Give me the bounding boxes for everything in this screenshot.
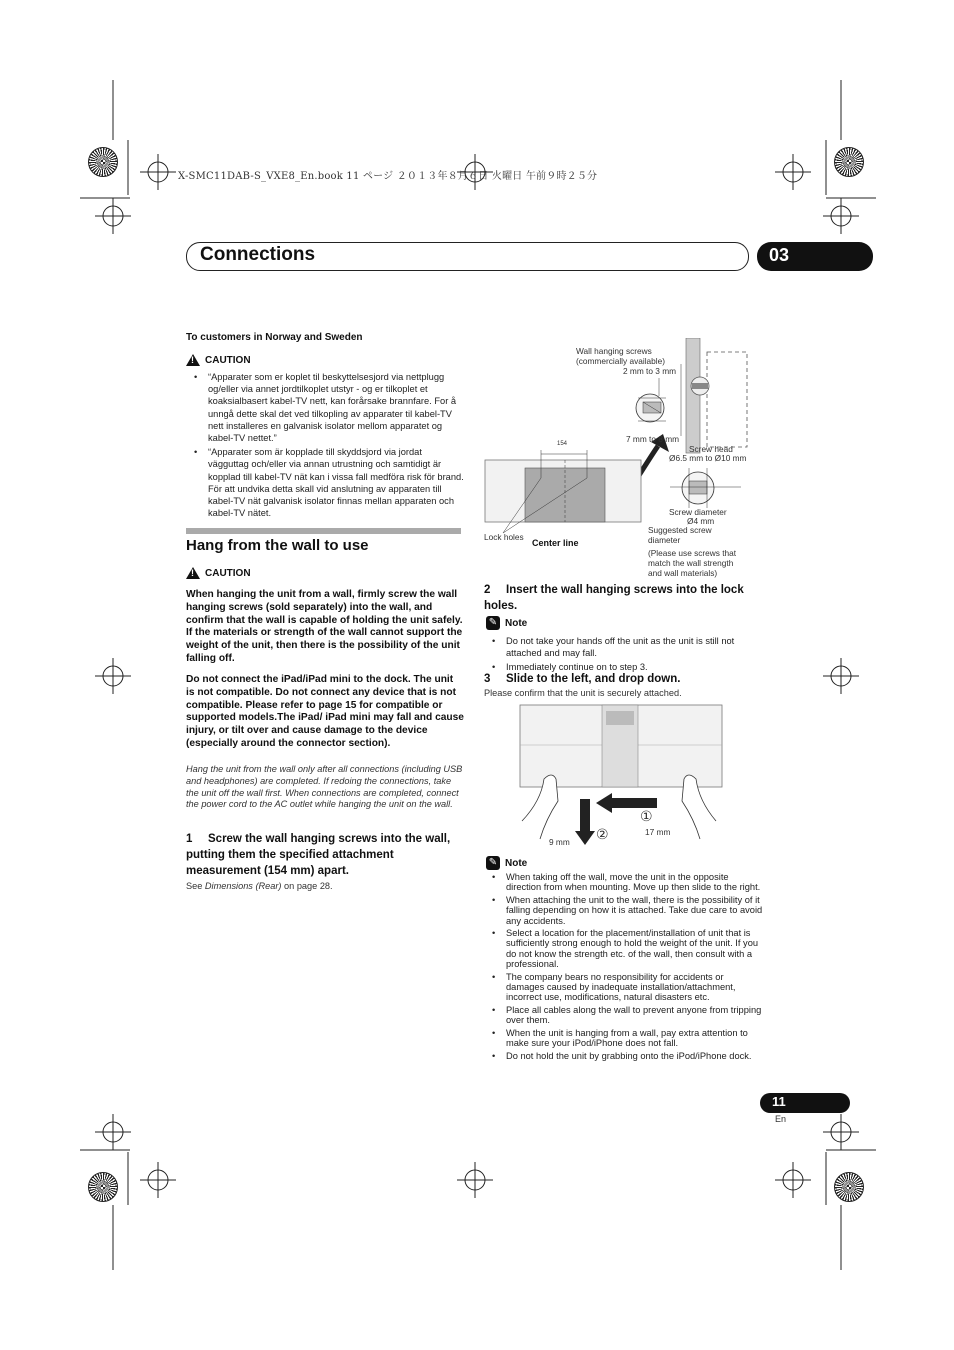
step-text: Insert the wall hanging screws into the lock holes.	[484, 584, 744, 612]
reference-link: Dimensions (Rear)	[204, 881, 282, 891]
step-2	[484, 582, 764, 614]
caution-label: CAUTION	[205, 567, 251, 579]
label-range-2-3: 2 mm to 3 mm	[623, 366, 677, 376]
note-icon: ✎	[486, 856, 500, 870]
label-suggested: diameter	[648, 535, 681, 545]
norway-bullets	[186, 371, 464, 521]
label-screw-diameter: Screw diameter	[669, 507, 727, 517]
section-divider	[186, 528, 461, 534]
step-1	[186, 831, 466, 879]
chapter-number: 03	[757, 242, 873, 271]
list-item: • Do not take your hands off the unit as the unit is still not attached and may fall.	[484, 635, 764, 659]
label-center-line: Center line	[532, 538, 579, 548]
italic-note: Hang the unit from the wall only after all connections (including USB and headphones) are completed. If redoing the connections, take the unit off the wall first. When connections are completed, connect the power cord to the AC outlet while hanging the unit on the wall.	[186, 764, 463, 810]
step-number: 2	[484, 584, 491, 596]
label-lock-holes: Lock holes	[484, 532, 524, 542]
caution-text: When hanging the unit from a wall, firmly screw the wall hanging screws (sold separately) into the wall, and confirm that the wall is capable of holding the unit safely. If the materials or strength of the wall cannot support the weight of the unit, then there is the possibility of the unit falling off.	[186, 589, 463, 664]
step-2-note	[486, 616, 527, 630]
print-header: X-SMC11DAB-S_VXE8_En.book 11 ページ ２０１３年８月６日 火曜日 午前９時２５分	[178, 171, 598, 182]
label-please: match the wall strength	[648, 558, 734, 568]
norway-heading: To customers in Norway and Sweden	[186, 332, 363, 343]
label-9mm: 9 mm	[549, 837, 570, 847]
step-text: Screw the wall hanging screws into the wall, putting them the specified attachment measurement (154 mm) apart.	[186, 833, 451, 877]
slide-drop-diagram	[516, 701, 726, 849]
step-3	[484, 671, 764, 687]
page-number: 11	[760, 1093, 850, 1113]
step-3-sub: Please confirm that the unit is securely attached.	[484, 688, 682, 698]
label-screw-head: Screw head	[689, 444, 733, 454]
list-item: • When taking off the wall, move the unit in the opposite direction from when mounting. Move up then slide to the right.	[484, 872, 764, 893]
caution-label: CAUTION	[205, 354, 251, 366]
label-range-7-8: 7 mm to 8 mm	[626, 434, 680, 444]
dock-warning: Do not connect the iPad/iPad mini to the dock. The unit is not compatible. Do not connect any device that is not compatible. Please refer to page 15 for compatible or supported models.The iPad/ iPad mini may fall and cause injury, or tilt over and cause damage to the device (especially around the connector section).	[186, 674, 464, 749]
step-2-note-bullets	[484, 635, 764, 676]
hang-caution	[186, 567, 251, 579]
language-code: En	[775, 1114, 787, 1124]
list-item: • The company bears no responsibility for accidents or damages caused by inadequate installation/attachment, incorrect use, modifications, natural disasters etc.	[484, 972, 764, 1003]
label-commercially: (commercially available)	[576, 356, 665, 366]
label-suggested: Suggested screw	[648, 525, 712, 535]
page-title: Connections	[200, 244, 316, 265]
list-item: • Immediately continue on to step 3.	[484, 661, 764, 673]
warning-icon	[186, 567, 200, 579]
list-item: • When the unit is hanging from a wall, pay extra attention to make sure your iPod/iPhone does not fall.	[484, 1028, 764, 1049]
mark-1: ①	[640, 808, 653, 824]
note-label: Note	[505, 857, 528, 869]
label-17mm: 17 mm	[645, 827, 671, 837]
final-note	[486, 856, 527, 870]
step-number: 1	[186, 833, 193, 845]
list-item: • When attaching the unit to the wall, there is the possibility of it falling depending on how it is attached. Take due care to avoid any accidents.	[484, 895, 764, 926]
mark-2: ②	[596, 826, 609, 842]
note-icon: ✎	[486, 616, 500, 630]
step-text: Slide to the left, and drop down.	[506, 673, 681, 685]
list-item: • Select a location for the placement/installation of unit that is sufficiently strong enough to hold the weight of the unit. If you do not know the strength etc. of the wall, then consult with a professional.	[484, 928, 764, 970]
label-154: 154	[557, 441, 568, 447]
step-1-reference: See Dimensions (Rear) on page 28.	[186, 881, 333, 891]
list-item: • Do not hold the unit by grabbing onto the iPod/iPhone dock.	[484, 1051, 764, 1061]
label-wall-screws: Wall hanging screws	[576, 346, 652, 356]
section-title: Hang from the wall to use	[186, 537, 369, 554]
list-item: • Place all cables along the wall to prevent anyone from tripping over them.	[484, 1005, 764, 1026]
label-please: (Please use screws that	[648, 548, 737, 558]
list-item: • “Apparater som är kopplade till skyddsjord via jordat vägguttag och/eller via annan utrustning och samtidigt är kopplad till kabel-TV nät kan i vissa fall medföra risk för brand. För att undvika detta skall vid anslutning av apparaten till kabel-TV nät galvanisk isolator finnas mellan apparaten och kabel-TV nätet.	[186, 446, 464, 519]
step-number: 3	[484, 673, 491, 685]
norway-caution	[186, 354, 251, 366]
final-note-bullets	[484, 872, 764, 1063]
list-item: • “Apparater som er koplet til beskyttelsesjord via nettplugg og/eller via annet jordtilkoplet utstyr - og er tilkoplet et koaksialbasert kabel-TV nett, kan forårsake brannfare. For å unngå dette skal det ved tilkopling av apparater til kabel-TV nett installeres en galvanisk isolator mellom apparatet og kabel-TV nettet.”	[186, 371, 464, 444]
warning-icon	[186, 354, 200, 366]
label-screw-head-size: Ø6.5 mm to Ø10 mm	[669, 453, 747, 463]
label-screw-diameter-val: Ø4 mm	[687, 516, 715, 526]
note-label: Note	[505, 617, 528, 629]
label-please: and wall materials)	[648, 568, 718, 578]
